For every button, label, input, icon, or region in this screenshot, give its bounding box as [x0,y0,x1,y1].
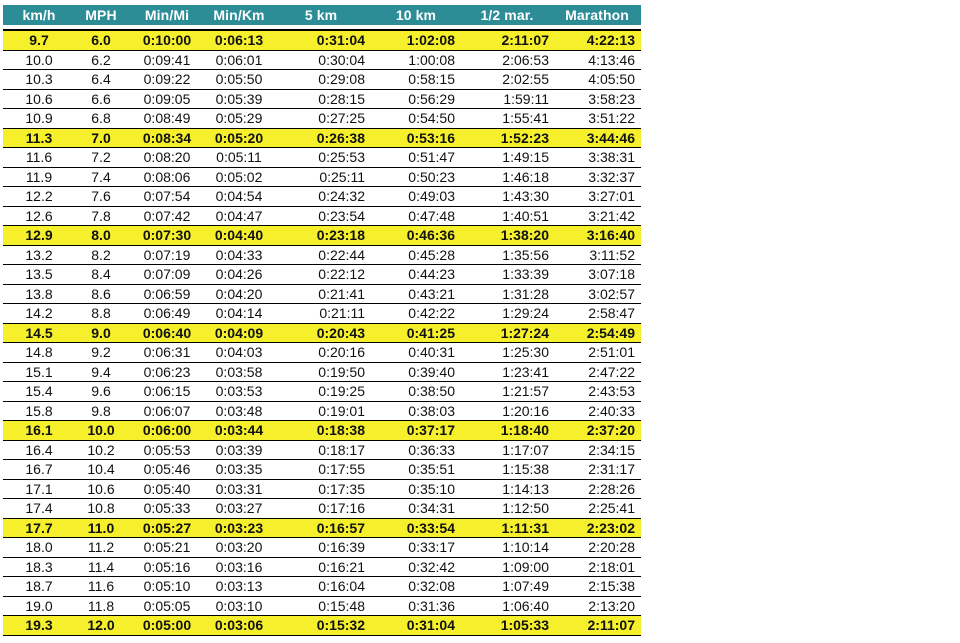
cell-kmh: 19.0 [25,597,53,614]
cell-10km: 0:31:04 [406,617,455,634]
cell-min-per-mi: 0:05:00 [142,617,192,634]
cell-half-marathon: 1:49:15 [502,149,549,166]
cell-marathon: 3:11:52 [589,246,635,263]
cell-min-per-mi: 0:07:19 [143,246,191,263]
table-row [3,207,641,227]
cell-5km: 0:16:57 [316,519,365,536]
cell-min-per-km: 0:03:31 [215,480,263,497]
cell-min-per-mi: 0:06:07 [143,402,191,419]
cell-min-per-km: 0:03:10 [215,597,263,614]
cell-mph: 9.4 [91,363,111,380]
cell-min-per-km: 0:04:14 [215,305,263,322]
cell-min-per-mi: 0:05:21 [143,539,191,556]
cell-kmh: 18.0 [25,539,53,556]
cell-5km: 0:23:54 [318,207,365,224]
cell-half-marathon: 1:38:20 [500,227,549,244]
cell-min-per-mi: 0:07:30 [142,227,192,244]
table-row [3,382,641,402]
cell-marathon: 4:13:46 [588,51,635,68]
cell-5km: 0:26:38 [316,129,365,146]
cell-marathon: 3:38:31 [588,149,635,166]
table-row [3,441,641,461]
cell-5km: 0:19:01 [318,402,365,419]
cell-10km: 0:47:48 [408,207,455,224]
cell-5km: 0:24:32 [318,188,365,205]
cell-min-per-km: 0:03:20 [215,539,263,556]
cell-kmh: 16.7 [25,461,53,478]
cell-min-per-km: 0:04:20 [215,285,263,302]
cell-min-per-km: 0:03:27 [215,500,263,517]
cell-min-per-mi: 0:09:22 [143,71,191,88]
cell-5km: 0:22:12 [318,266,365,283]
cell-10km: 1:02:08 [406,32,455,49]
cell-half-marathon: 1:25:30 [502,344,549,361]
cell-half-marathon: 1:17:07 [502,441,549,458]
cell-marathon: 3:07:18 [588,266,635,283]
cell-kmh: 11.9 [25,168,53,185]
cell-mph: 9.2 [91,344,111,361]
table-row [3,304,641,324]
cell-mph: 6.8 [91,110,111,127]
cell-min-per-mi: 0:05:05 [143,597,191,614]
cell-mph: 8.0 [91,227,111,244]
cell-5km: 0:28:15 [318,90,365,107]
cell-10km: 0:51:47 [408,149,455,166]
cell-marathon: 2:51:01 [588,344,635,361]
cell-half-marathon: 1:09:00 [502,558,549,575]
cell-half-marathon: 1:12:50 [502,500,549,517]
cell-mph: 12.0 [87,617,115,634]
table-row [3,480,641,500]
table-row [3,460,641,480]
cell-min-per-mi: 0:06:15 [143,383,191,400]
cell-kmh: 19.3 [25,617,53,634]
cell-5km: 0:21:11 [319,305,365,322]
cell-marathon: 2:15:38 [588,578,635,595]
cell-kmh: 12.9 [25,227,53,244]
cell-half-marathon: 1:52:23 [500,129,549,146]
cell-half-marathon: 1:33:39 [502,266,549,283]
cell-marathon: 2:20:28 [588,539,635,556]
table-row [3,90,641,110]
cell-kmh: 18.3 [25,558,53,575]
cell-half-marathon: 1:55:41 [502,110,549,127]
cell-kmh: 10.3 [25,71,53,88]
cell-5km: 0:31:04 [316,32,365,49]
cell-min-per-km: 0:05:39 [215,90,263,107]
cell-min-per-km: 0:06:01 [215,51,263,68]
table-row-highlighted [3,31,641,51]
cell-mph: 7.6 [91,188,111,205]
cell-min-per-mi: 0:09:41 [143,51,191,68]
cell-min-per-mi: 0:06:49 [143,305,191,322]
cell-5km: 0:19:50 [318,363,365,380]
cell-5km: 0:29:08 [318,71,365,88]
table-row [3,499,641,519]
cell-min-per-km: 0:03:23 [214,519,264,536]
cell-min-per-km: 0:03:35 [215,461,263,478]
cell-kmh: 18.7 [25,578,53,595]
cell-min-per-km: 0:03:06 [214,617,264,634]
cell-5km: 0:15:48 [318,597,365,614]
cell-kmh: 11.6 [25,149,53,166]
header-10km: 10 km [395,7,437,23]
cell-kmh: 16.1 [25,422,53,439]
table-body [3,31,641,636]
cell-kmh: 10.6 [25,90,53,107]
table-row-highlighted [3,324,641,344]
cell-10km: 0:39:40 [408,363,455,380]
table-row [3,285,641,305]
table-row [3,363,641,383]
cell-mph: 9.0 [91,324,111,341]
cell-kmh: 14.8 [25,344,53,361]
cell-10km: 0:33:54 [406,519,455,536]
cell-half-marathon: 1:31:28 [502,285,549,302]
cell-min-per-km: 0:03:13 [215,578,263,595]
cell-10km: 0:32:42 [408,558,455,575]
cell-10km: 0:38:03 [408,402,455,419]
cell-min-per-mi: 0:07:42 [143,207,191,224]
cell-marathon: 3:32:37 [588,168,635,185]
cell-marathon: 3:58:23 [588,90,635,107]
cell-min-per-mi: 0:05:33 [143,500,191,517]
cell-kmh: 12.2 [25,188,53,205]
cell-half-marathon: 2:11:07 [501,32,549,49]
table-row [3,402,641,422]
cell-min-per-mi: 0:05:27 [142,519,192,536]
cell-min-per-km: 0:04:03 [215,344,263,361]
cell-10km: 0:54:50 [408,110,455,127]
header-marathon: Marathon [565,7,629,23]
cell-min-per-km: 0:04:09 [214,324,264,341]
cell-kmh: 16.4 [25,441,53,458]
cell-kmh: 13.5 [25,266,53,283]
table-row [3,343,641,363]
cell-min-per-mi: 0:05:53 [143,441,191,458]
cell-10km: 1:00:08 [408,51,455,68]
cell-5km: 0:16:21 [318,558,365,575]
cell-mph: 11.6 [87,578,115,595]
cell-mph: 8.4 [91,266,111,283]
cell-10km: 0:34:31 [408,500,455,517]
cell-marathon: 2:28:26 [588,480,635,497]
table-row [3,577,641,597]
cell-half-marathon: 1:05:33 [500,617,549,634]
cell-marathon: 2:47:22 [588,363,635,380]
cell-5km: 0:20:16 [318,344,365,361]
cell-kmh: 14.2 [25,305,53,322]
cell-marathon: 2:58:47 [588,305,635,322]
cell-min-per-mi: 0:05:10 [143,578,191,595]
cell-half-marathon: 1:23:41 [502,363,549,380]
cell-min-per-km: 0:03:48 [215,402,263,419]
table-row [3,109,641,129]
table-row-highlighted [3,421,641,441]
cell-mph: 10.8 [87,500,115,517]
cell-min-per-mi: 0:10:00 [142,32,192,49]
cell-min-per-mi: 0:07:54 [143,188,191,205]
cell-kmh: 12.6 [25,207,53,224]
cell-min-per-km: 0:04:26 [215,266,263,283]
cell-5km: 0:25:53 [318,149,365,166]
cell-10km: 0:38:50 [408,383,455,400]
cell-mph: 7.2 [91,149,111,166]
cell-min-per-mi: 0:05:40 [143,480,191,497]
cell-marathon: 2:34:15 [588,441,635,458]
cell-marathon: 2:13:20 [588,597,635,614]
cell-10km: 0:53:16 [406,129,455,146]
cell-min-per-km: 0:05:29 [215,110,263,127]
cell-marathon: 2:18:01 [588,558,635,575]
cell-5km: 0:20:43 [316,324,365,341]
cell-mph: 8.2 [91,246,111,263]
cell-marathon: 2:37:20 [586,422,635,439]
cell-half-marathon: 1:18:40 [500,422,549,439]
table-row [3,246,641,266]
cell-kmh: 15.8 [25,402,53,419]
cell-min-per-km: 0:03:39 [215,441,263,458]
table-row [3,51,641,71]
cell-mph: 11.4 [87,558,115,575]
cell-mph: 6.4 [91,71,111,88]
cell-5km: 0:22:44 [318,246,365,263]
cell-half-marathon: 1:06:40 [502,597,549,614]
cell-10km: 0:56:29 [408,90,455,107]
cell-kmh: 17.4 [25,500,53,517]
cell-10km: 0:36:33 [408,441,455,458]
cell-min-per-mi: 0:08:06 [143,168,191,185]
cell-marathon: 2:40:33 [588,402,635,419]
cell-kmh: 9.7 [29,32,49,49]
cell-10km: 0:45:28 [408,246,455,263]
header-kmh: km/h [22,7,56,23]
cell-half-marathon: 2:06:53 [502,51,549,68]
table-row-highlighted [3,519,641,539]
cell-5km: 0:25:11 [319,168,365,185]
cell-min-per-mi: 0:05:16 [143,558,191,575]
cell-10km: 0:50:23 [408,168,455,185]
cell-min-per-mi: 0:08:20 [143,149,191,166]
cell-mph: 10.0 [87,422,115,439]
cell-mph: 7.4 [91,168,111,185]
cell-kmh: 13.8 [25,285,53,302]
cell-mph: 8.6 [91,285,111,302]
cell-kmh: 13.2 [25,246,53,263]
cell-5km: 0:19:25 [318,383,365,400]
cell-mph: 7.8 [91,207,111,224]
table-row [3,538,641,558]
cell-10km: 0:32:08 [408,578,455,595]
cell-marathon: 2:25:41 [588,500,635,517]
cell-mph: 6.0 [91,32,111,49]
cell-10km: 0:35:10 [408,480,455,497]
header-min-per-mi: Min/Mi [144,7,190,23]
cell-min-per-mi: 0:06:40 [142,324,192,341]
cell-half-marathon: 1:14:13 [502,480,549,497]
cell-5km: 0:21:41 [318,285,365,302]
cell-min-per-mi: 0:08:49 [143,110,191,127]
cell-marathon: 3:16:40 [586,227,635,244]
cell-5km: 0:17:55 [318,461,365,478]
cell-10km: 0:58:15 [408,71,455,88]
cell-mph: 10.6 [87,480,115,497]
cell-half-marathon: 1:15:38 [502,461,549,478]
cell-mph: 10.4 [87,461,115,478]
cell-half-marathon: 1:07:49 [502,578,549,595]
table-row-highlighted [3,129,641,149]
cell-5km: 0:18:38 [316,422,365,439]
cell-5km: 0:17:35 [318,480,365,497]
header-half-marathon: 1/2 mar. [480,7,534,23]
cell-half-marathon: 1:35:56 [502,246,549,263]
cell-marathon: 2:23:02 [586,519,635,536]
table-row-highlighted [3,226,641,246]
cell-10km: 0:31:36 [408,597,455,614]
cell-half-marathon: 1:46:18 [502,168,549,185]
header-mph: MPH [85,7,117,23]
cell-min-per-km: 0:04:40 [214,227,264,244]
cell-5km: 0:16:04 [318,578,365,595]
cell-10km: 0:35:51 [408,461,455,478]
table-row [3,148,641,168]
cell-5km: 0:18:17 [318,441,365,458]
cell-10km: 0:49:03 [408,188,455,205]
cell-half-marathon: 1:21:57 [502,383,549,400]
cell-kmh: 10.0 [25,51,53,68]
table-row [3,558,641,578]
cell-min-per-km: 0:05:02 [215,168,263,185]
cell-kmh: 10.9 [25,110,53,127]
cell-kmh: 15.1 [25,363,53,380]
cell-marathon: 3:44:46 [586,129,635,146]
cell-min-per-mi: 0:08:34 [142,129,192,146]
cell-min-per-mi: 0:07:09 [143,266,191,283]
cell-5km: 0:15:32 [316,617,365,634]
cell-min-per-km: 0:05:20 [214,129,264,146]
pace-table [3,5,641,636]
cell-marathon: 3:21:42 [588,207,635,224]
cell-mph: 7.0 [91,129,111,146]
cell-10km: 0:42:22 [408,305,455,322]
cell-5km: 0:16:39 [318,539,365,556]
cell-half-marathon: 1:29:24 [502,305,549,322]
cell-min-per-mi: 0:06:31 [143,344,191,361]
cell-half-marathon: 2:02:55 [502,71,549,88]
cell-kmh: 11.3 [25,129,53,146]
cell-5km: 0:23:18 [316,227,365,244]
cell-marathon: 3:27:01 [588,188,635,205]
table-row [3,597,641,617]
cell-marathon: 2:11:07 [587,617,635,634]
cell-min-per-km: 0:05:50 [215,71,263,88]
cell-marathon: 4:22:13 [586,32,635,49]
cell-half-marathon: 1:20:16 [502,402,549,419]
cell-mph: 11.0 [87,519,115,536]
cell-min-per-mi: 0:09:05 [143,90,191,107]
table-row-highlighted [3,616,641,636]
cell-kmh: 14.5 [25,324,53,341]
cell-half-marathon: 1:59:11 [503,90,549,107]
cell-half-marathon: 1:11:31 [501,519,549,536]
cell-5km: 0:30:04 [318,51,365,68]
cell-half-marathon: 1:43:30 [502,188,549,205]
cell-min-per-km: 0:03:44 [214,422,264,439]
cell-mph: 9.6 [91,383,111,400]
cell-10km: 0:40:31 [408,344,455,361]
cell-marathon: 2:31:17 [588,461,635,478]
cell-min-per-mi: 0:06:23 [143,363,191,380]
cell-half-marathon: 1:27:24 [500,324,549,341]
header-min-per-km: Min/Km [213,7,265,23]
cell-min-per-km: 0:04:54 [215,188,263,205]
table-header [3,5,641,25]
cell-marathon: 3:51:22 [588,110,635,127]
cell-10km: 0:37:17 [406,422,455,439]
cell-min-per-mi: 0:06:00 [142,422,192,439]
cell-mph: 8.8 [91,305,111,322]
cell-min-per-km: 0:04:33 [215,246,263,263]
table-row [3,187,641,207]
cell-half-marathon: 1:40:51 [502,207,549,224]
cell-min-per-mi: 0:06:59 [143,285,191,302]
table-row [3,265,641,285]
cell-kmh: 17.1 [25,480,53,497]
cell-10km: 0:44:23 [408,266,455,283]
cell-5km: 0:27:25 [318,110,365,127]
cell-min-per-km: 0:04:47 [215,207,263,224]
cell-kmh: 15.4 [25,383,53,400]
cell-half-marathon: 1:10:14 [502,539,549,556]
cell-marathon: 2:43:53 [588,383,635,400]
cell-min-per-km: 0:03:16 [215,558,263,575]
cell-min-per-km: 0:06:13 [214,32,264,49]
cell-5km: 0:17:16 [318,500,365,517]
cell-10km: 0:33:17 [408,539,455,556]
cell-mph: 11.2 [87,539,115,556]
cell-marathon: 2:54:49 [586,324,635,341]
cell-marathon: 4:05:50 [588,71,635,88]
cell-kmh: 17.7 [25,519,53,536]
cell-min-per-km: 0:03:58 [215,363,263,380]
cell-10km: 0:41:25 [406,324,455,341]
cell-mph: 10.2 [87,441,115,458]
cell-marathon: 3:02:57 [588,285,635,302]
cell-min-per-km: 0:05:11 [216,149,262,166]
cell-10km: 0:46:36 [406,227,455,244]
table-row [3,70,641,90]
cell-mph: 6.2 [91,51,111,68]
cell-mph: 9.8 [91,402,111,419]
cell-mph: 11.8 [87,597,115,614]
header-5km: 5 km [304,7,338,23]
cell-min-per-mi: 0:05:46 [143,461,191,478]
cell-min-per-km: 0:03:53 [215,383,263,400]
table-row [3,168,641,188]
cell-mph: 6.6 [91,90,111,107]
cell-10km: 0:43:21 [408,285,455,302]
